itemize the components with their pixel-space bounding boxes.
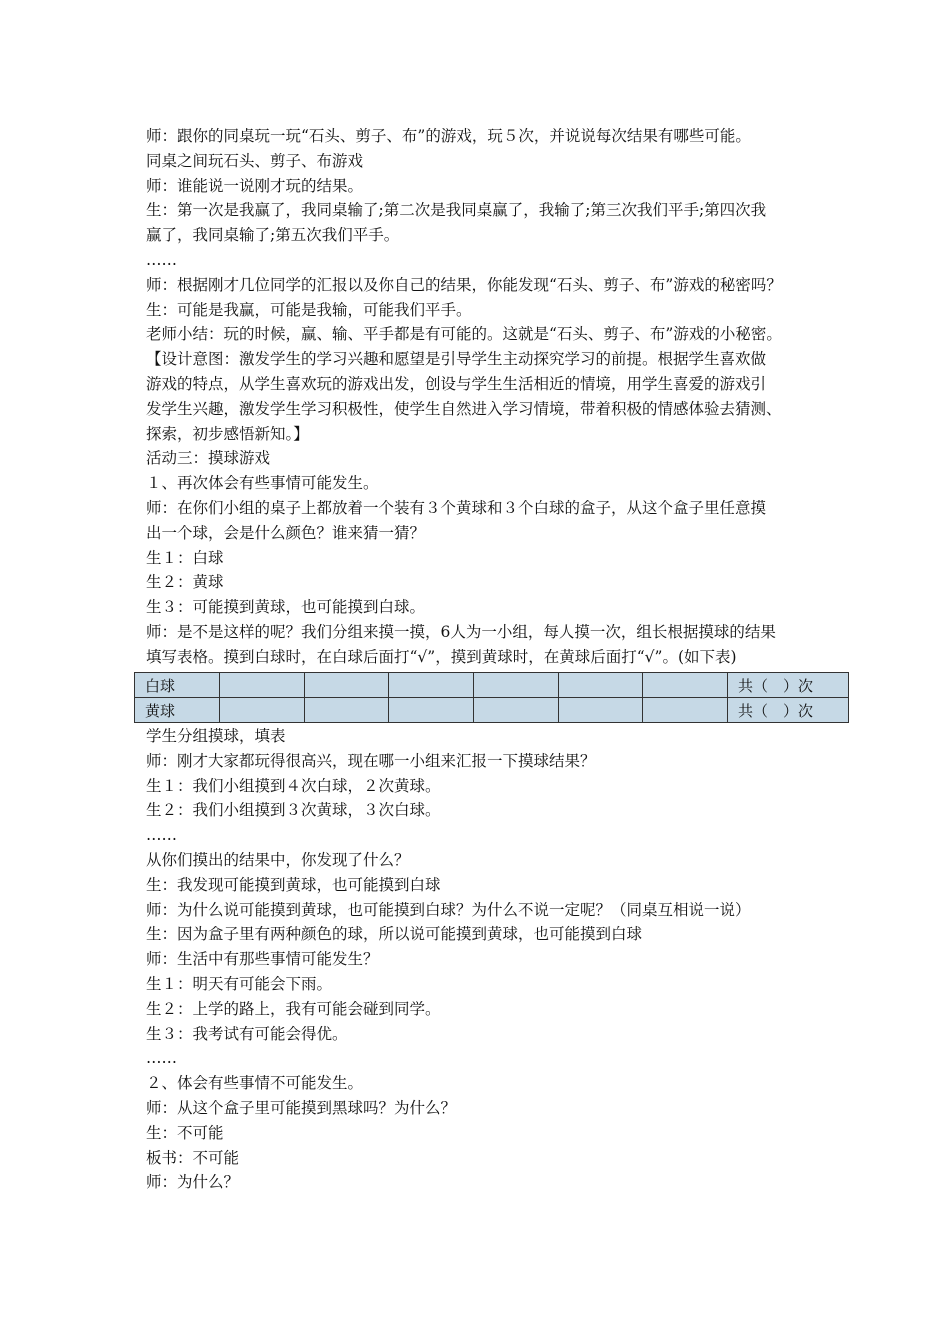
text-line: 【设计意图：激发学生的学习兴趣和愿望是引导学生主动探究学习的前提。根据学生喜欢做 <box>146 350 767 369</box>
text-line: １、再次体会有些事情可能发生。 <box>146 474 379 493</box>
text-line: 生：我发现可能摸到黄球，也可能摸到白球 <box>146 875 441 894</box>
text-line: 生：不可能 <box>146 1123 224 1142</box>
tally-cell[interactable] <box>473 698 558 723</box>
table-row-yellow <box>135 698 849 723</box>
text-line: 生１：我们小组摸到４次白球，２次黄球。 <box>146 776 441 795</box>
tally-cell[interactable] <box>304 673 389 698</box>
text-line: 生３：可能摸到黄球，也可能摸到白球。 <box>146 598 426 617</box>
text-line: 赢了，我同桌输了;第五次我们平手。 <box>146 226 400 245</box>
text-line: ２、体会有些事情不可能发生。 <box>146 1074 364 1093</box>
text-line: 发学生兴趣，激发学生学习积极性，使学生自然进入学习情境，带着积极的情感体验去猜测、 <box>146 399 782 418</box>
text-line: 生２：上学的路上，我有可能会碰到同学。 <box>146 999 441 1018</box>
row-label: 白球 <box>135 673 220 698</box>
tally-cell[interactable] <box>643 698 728 723</box>
tally-cell[interactable] <box>473 673 558 698</box>
text-line: 游戏的特点，从学生喜欢玩的游戏出发，创设与学生生活相近的情境，用学生喜爱的游戏引 <box>146 374 767 393</box>
table-row-white <box>135 673 849 698</box>
text-line: …… <box>146 250 177 269</box>
tally-cell[interactable] <box>220 698 305 723</box>
text-line: 填写表格。摸到白球时，在白球后面打“√”，摸到黄球时，在黄球后面打“√”。(如下表) <box>146 647 737 666</box>
row-label: 黄球 <box>135 698 220 723</box>
tally-cell[interactable] <box>643 673 728 698</box>
text-line: 生３：我考试有可能会得优。 <box>146 1024 348 1043</box>
text-line: 出一个球，会是什么颜色？谁来猜一猜？ <box>146 523 426 542</box>
tally-cell[interactable] <box>389 673 474 698</box>
text-line: 生：第一次是我赢了，我同桌输了;第二次是我同桌赢了，我输了;第三次我们平手;第四次我 <box>146 201 767 220</box>
text-line: 师：根据刚才几位同学的汇报以及你自己的结果，你能发现“石头、剪子、布”游戏的秘密吗？ <box>146 275 782 294</box>
text-line: 师：为什么说可能摸到黄球，也可能摸到白球？为什么不说一定呢？（同桌互相说一说） <box>146 900 751 919</box>
text-line: 师：从这个盒子里可能摸到黑球吗？为什么？ <box>146 1098 457 1117</box>
text-line: 师：谁能说一说刚才玩的结果。 <box>146 176 364 195</box>
text-block-bottom <box>146 724 826 1195</box>
tally-cell[interactable] <box>220 673 305 698</box>
text-line: 师：生活中有那些事情可能发生？ <box>146 950 379 969</box>
text-line: 生２：我们小组摸到３次黄球，３次白球。 <box>146 801 441 820</box>
text-line: 师：为什么？ <box>146 1173 240 1192</box>
tally-cell[interactable] <box>558 673 643 698</box>
text-line: 学生分组摸球，填表 <box>146 727 286 745</box>
text-line: 生：因为盒子里有两种颜色的球，所以说可能摸到黄球，也可能摸到白球 <box>146 925 643 944</box>
text-line: 板书：不可能 <box>146 1148 240 1167</box>
ball-tally-table <box>134 672 849 723</box>
text-line: 从你们摸出的结果中，你发现了什么？ <box>146 850 410 869</box>
text-line: 生１：明天有可能会下雨。 <box>146 974 333 993</box>
text-line: 探索，初步感悟新知。】 <box>146 424 309 443</box>
text-line: …… <box>146 1049 177 1068</box>
text-line: 师：在你们小组的桌子上都放着一个装有３个黄球和３个白球的盒子，从这个盒子里任意摸 <box>146 498 767 517</box>
text-line: 师：是不是这样的呢？我们分组来摸一摸，6人为一小组，每人摸一次，组长根据摸球的结果 <box>146 622 776 641</box>
text-block-top <box>146 124 826 670</box>
text-line: 生１：白球 <box>146 548 224 567</box>
text-line: 老师小结：玩的时候，赢、输、平手都是有可能的。这就是“石头、剪子、布”游戏的小秘密。 <box>146 325 782 344</box>
text-line: 活动三：摸球游戏 <box>146 449 271 468</box>
tally-cell[interactable] <box>304 698 389 723</box>
text-line: 生：可能是我赢，可能是我输，可能我们平手。 <box>146 300 472 319</box>
text-line: 师：跟你的同桌玩一玩“石头、剪子、布”的游戏，玩５次，并说说每次结果有哪些可能。 <box>146 127 751 145</box>
text-line: …… <box>146 826 177 845</box>
text-line: 师：刚才大家都玩得很高兴，现在哪一小组来汇报一下摸球结果？ <box>146 751 596 770</box>
tally-cell[interactable] <box>558 698 643 723</box>
text-line: 生２：黄球 <box>146 573 224 592</box>
row-total: 共（ ）次 <box>728 698 849 723</box>
tally-cell[interactable] <box>389 698 474 723</box>
row-total: 共（ ）次 <box>728 673 849 698</box>
text-line: 同桌之间玩石头、剪子、布游戏 <box>146 151 364 170</box>
